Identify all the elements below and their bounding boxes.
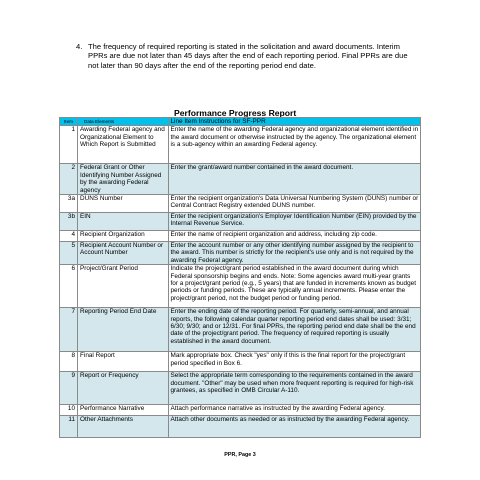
- cell-item: 6: [60, 265, 78, 308]
- cell-element: DUNS Number: [78, 195, 169, 213]
- cell-element: Project/Grant Period: [78, 265, 169, 308]
- table-header-row: [60, 118, 421, 126]
- cell-item: 3a: [60, 195, 78, 213]
- cell-item: 8: [60, 352, 78, 372]
- cell-instructions: Enter the ending date of the reporting period. For quarterly, semi-annual, and annual reports, the following calendar quarter reporting period end dates shall be used: 3/31; 6/30; 9/30; and or 12/31. For final PPRs, the reporting period end date shall be the end date of the project/grant period. The frequency of required reporting is usually established in the award document.: [169, 308, 421, 352]
- cell-element: Recipient Account Number or Account Number: [78, 242, 169, 265]
- cell-item: 11: [60, 416, 78, 438]
- table-row: [60, 416, 421, 438]
- cell-element: Performance Narrative: [78, 405, 169, 416]
- table-row: [60, 405, 421, 416]
- cell-element: Final Report: [78, 352, 169, 372]
- cell-item: 3b: [60, 213, 78, 231]
- cell-instructions: Attach performance narrative as instructed by the awarding Federal agency.: [169, 405, 421, 416]
- table-row: [60, 265, 421, 308]
- cell-instructions: Enter the recipient organization's Employer Identification Number (EIN) provided by the Internal Revenue Service.: [169, 213, 421, 231]
- table-row: [60, 126, 421, 164]
- table-row: [60, 164, 421, 195]
- page-footer: PPR, Page 3: [224, 452, 256, 458]
- cell-item: 9: [60, 372, 78, 405]
- cell-element: Other Attachments: [78, 416, 169, 438]
- report-title: Performance Progress Report: [174, 108, 297, 118]
- intro-number: 4.: [76, 42, 83, 51]
- cell-element: Reporting Period End Date: [78, 308, 169, 352]
- cell-instructions: Select the appropriate term corresponding to the requirements contained in the award document. "Other" may be used when more frequent reporting is required for high-risk grantees, as specified in OMB Circular A-110.: [169, 372, 421, 405]
- header-data-elements: Data Elements: [78, 118, 169, 126]
- cell-instructions: Indicate the project/grant period established in the award document during which Federal sponsorship begins and ends. Note: Some agencies award multi-year grants for a project/grant period (e.g., 5 years) that are funded in increments known as budget periods or funding periods. These are typically annual increments. Please enter the project/grant period, not the budget period or funding period.: [169, 265, 421, 308]
- header-item: Item: [60, 118, 78, 126]
- intro-paragraph: [76, 42, 418, 70]
- cell-item: 10: [60, 405, 78, 416]
- cell-instructions: Enter the grant/award number contained in the award document.: [169, 164, 421, 195]
- table-row: [60, 308, 421, 352]
- cell-element: Report or Frequency: [78, 372, 169, 405]
- cell-element: Awarding Federal agency and Organizational Element to Which Report is Submitted: [78, 126, 169, 164]
- cell-element: Federal Grant or Other Identifying Number Assigned by the awarding Federal agency: [78, 164, 169, 195]
- cell-instructions: Mark appropriate box. Check "yes" only if this is the final report for the project/grant period specified in Box 6.: [169, 352, 421, 372]
- cell-instructions: Enter the recipient organization's Data Universal Numbering System (DUNS) number or Central Contract Registry extended DUNS number.: [169, 195, 421, 213]
- cell-item: 7: [60, 308, 78, 352]
- cell-item: 1: [60, 126, 78, 164]
- table-row: [60, 213, 421, 231]
- intro-text: The frequency of required reporting is stated in the solicitation and award documents. Interim PPRs are due not later than 45 days after the end of each reporting period. Final PPRs are due not later than 90 days after the end of the reporting period end date.: [88, 42, 408, 70]
- cell-instructions: Enter the name of the awarding Federal agency and organizational element identified in the award document or otherwise instructed by the agency. The organizational element is a sub-agency within an awarding Federal agency.: [169, 126, 421, 164]
- cell-instructions: Enter the name of recipient organization and address, including zip code.: [169, 231, 421, 242]
- table-row: [60, 231, 421, 242]
- cell-element: Recipient Organization: [78, 231, 169, 242]
- table-row: [60, 372, 421, 405]
- cell-instructions: Enter the account number or any other identifying number assigned by the recipient to the award. This number is strictly for the recipient's use only and is not required by the awarding Federal agency.: [169, 242, 421, 265]
- header-instructions: Line Item Instructions for SF-PPR: [169, 118, 421, 126]
- table-body: [60, 126, 421, 438]
- cell-item: 4: [60, 231, 78, 242]
- cell-item: 5: [60, 242, 78, 265]
- table-row: [60, 242, 421, 265]
- cell-element: EIN: [78, 213, 169, 231]
- instructions-table: [59, 117, 421, 438]
- table-row: [60, 195, 421, 213]
- cell-instructions: Attach other documents as needed or as instructed by the awarding Federal agency.: [169, 416, 421, 438]
- cell-item: 2: [60, 164, 78, 195]
- table-row: [60, 352, 421, 372]
